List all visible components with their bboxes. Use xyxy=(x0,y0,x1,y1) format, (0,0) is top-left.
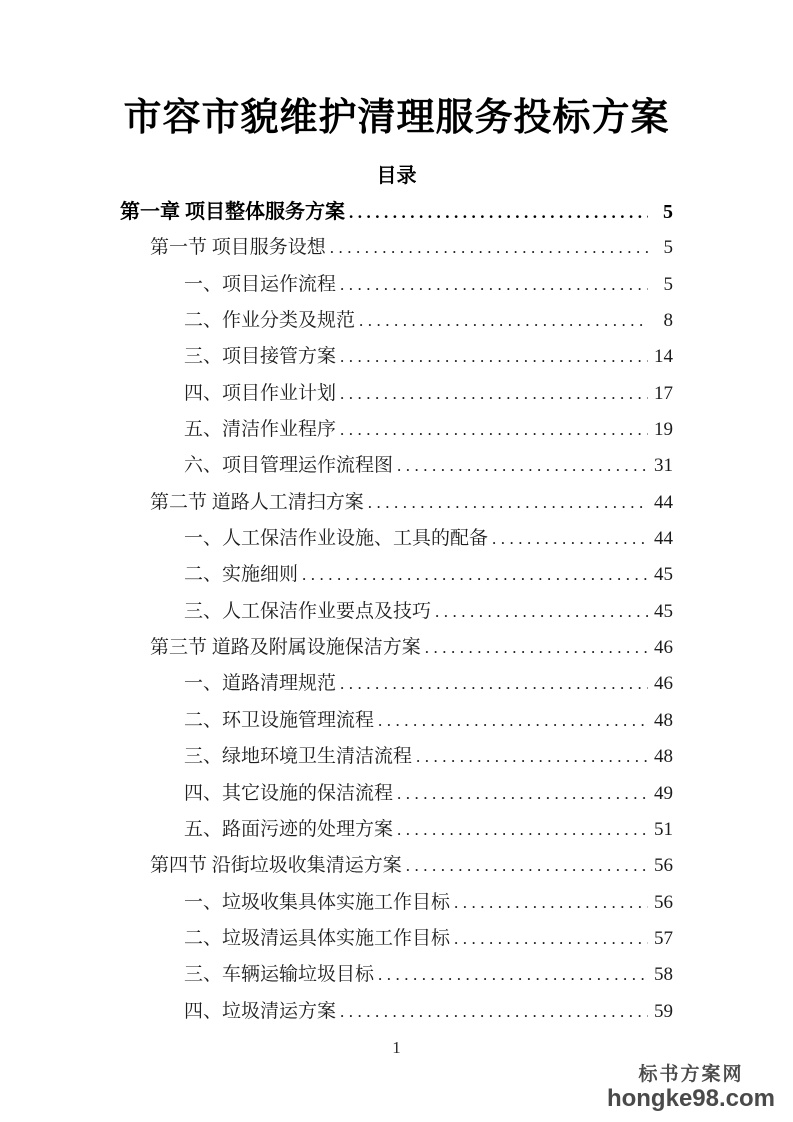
toc-leader-dots xyxy=(454,885,648,921)
toc-entry[interactable] xyxy=(120,230,673,266)
toc-entry-page: 5 xyxy=(663,273,673,295)
toc-entry-label: 三、人工保洁作业要点及技巧 xyxy=(184,600,432,622)
toc-leader-dots xyxy=(340,666,648,702)
toc-entry[interactable] xyxy=(120,448,673,484)
toc-entry[interactable] xyxy=(120,666,673,702)
toc-leader-dots xyxy=(378,703,648,739)
toc-entry-page: 48 xyxy=(654,709,673,731)
toc-leader-dots xyxy=(397,448,648,484)
toc-entry-page: 45 xyxy=(654,564,673,586)
toc-entry-page: 59 xyxy=(654,1000,673,1022)
toc-leader-dots xyxy=(368,485,648,521)
toc-entry[interactable] xyxy=(120,303,673,339)
toc-leader-dots xyxy=(359,303,648,339)
toc-leader-dots xyxy=(397,812,648,848)
table-of-contents xyxy=(120,194,673,1030)
toc-leader-dots xyxy=(340,376,648,412)
toc-entry[interactable] xyxy=(120,703,673,739)
toc-entry-label: 第一节 项目服务设想 xyxy=(150,237,326,259)
toc-entry[interactable] xyxy=(120,957,673,993)
toc-leader-dots xyxy=(416,739,648,775)
toc-entry-label: 第二节 道路人工清扫方案 xyxy=(150,491,364,513)
toc-entry-label: 第三节 道路及附属设施保洁方案 xyxy=(150,637,421,659)
toc-leader-dots xyxy=(340,412,648,448)
toc-entry[interactable] xyxy=(120,594,673,630)
toc-entry[interactable] xyxy=(120,557,673,593)
toc-entry-label: 二、垃圾清运具体实施工作目标 xyxy=(184,927,451,949)
toc-entry[interactable] xyxy=(120,194,673,230)
toc-entry-label: 二、作业分类及规范 xyxy=(184,310,356,332)
toc-entry-label: 一、垃圾收集具体实施工作目标 xyxy=(184,891,451,913)
toc-entry-label: 三、项目接管方案 xyxy=(184,346,337,368)
watermark-site-name: 标书方案网 xyxy=(638,1064,744,1085)
toc-entry[interactable] xyxy=(120,630,673,666)
document-title: 市容市貌维护清理服务投标方案 xyxy=(123,97,670,139)
toc-entry-page: 45 xyxy=(654,600,673,622)
toc-leader-dots xyxy=(454,921,648,957)
toc-entry-page: 44 xyxy=(654,491,673,513)
toc-entry[interactable] xyxy=(120,739,673,775)
toc-entry-label: 三、车辆运输垃圾目标 xyxy=(184,964,375,986)
toc-entry[interactable] xyxy=(120,994,673,1030)
watermark xyxy=(607,1064,775,1111)
toc-entry-label: 二、环卫设施管理流程 xyxy=(184,709,375,731)
toc-entry[interactable] xyxy=(120,339,673,375)
toc-leader-dots xyxy=(397,776,648,812)
toc-entry-page: 48 xyxy=(654,746,673,768)
toc-entry[interactable] xyxy=(120,267,673,303)
toc-leader-dots xyxy=(425,630,648,666)
toc-entry-label: 一、人工保洁作业设施、工具的配备 xyxy=(184,528,489,550)
toc-entry-label: 第四节 沿街垃圾收集清运方案 xyxy=(150,855,402,877)
toc-leader-dots xyxy=(435,594,648,630)
toc-entry[interactable] xyxy=(120,885,673,921)
toc-entry-label: 四、其它设施的保洁流程 xyxy=(184,782,394,804)
toc-entry-page: 57 xyxy=(654,927,673,949)
toc-entry[interactable] xyxy=(120,376,673,412)
toc-entry[interactable] xyxy=(120,921,673,957)
toc-entry-page: 58 xyxy=(654,964,673,986)
toc-entry-page: 5 xyxy=(663,237,673,259)
toc-entry-page: 14 xyxy=(654,346,673,368)
toc-entry-page: 46 xyxy=(654,637,673,659)
toc-entry-page: 19 xyxy=(654,419,673,441)
toc-entry[interactable] xyxy=(120,412,673,448)
toc-entry-label: 第一章 项目整体服务方案 xyxy=(120,201,345,223)
toc-entry-page: 56 xyxy=(654,855,673,877)
toc-leader-dots xyxy=(406,848,648,884)
toc-entry-page: 46 xyxy=(654,673,673,695)
toc-entry[interactable] xyxy=(120,812,673,848)
toc-heading: 目录 xyxy=(376,165,417,187)
toc-leader-dots xyxy=(340,339,648,375)
toc-entry-label: 二、实施细则 xyxy=(184,564,299,586)
toc-entry-label: 五、清洁作业程序 xyxy=(184,419,337,441)
toc-leader-dots xyxy=(378,957,648,993)
toc-entry-page: 49 xyxy=(654,782,673,804)
toc-entry-label: 一、项目运作流程 xyxy=(184,273,337,295)
toc-entry-page: 51 xyxy=(654,818,673,840)
toc-leader-dots xyxy=(330,230,648,266)
toc-entry[interactable] xyxy=(120,776,673,812)
toc-entry-label: 三、绿地环境卫生清洁流程 xyxy=(184,746,413,768)
toc-entry[interactable] xyxy=(120,848,673,884)
toc-entry-label: 五、路面污迹的处理方案 xyxy=(184,818,394,840)
toc-entry-label: 四、项目作业计划 xyxy=(184,382,337,404)
toc-entry-label: 六、项目管理运作流程图 xyxy=(184,455,394,477)
toc-leader-dots xyxy=(302,557,648,593)
page-number: 1 xyxy=(392,1038,401,1057)
toc-entry-label: 四、垃圾清运方案 xyxy=(184,1000,337,1022)
toc-entry-page: 5 xyxy=(663,201,673,223)
toc-entry-page: 44 xyxy=(654,528,673,550)
watermark-site-url: hongke98.com xyxy=(606,1084,775,1112)
toc-entry[interactable] xyxy=(120,485,673,521)
toc-entry[interactable] xyxy=(120,521,673,557)
toc-entry-page: 56 xyxy=(654,891,673,913)
toc-entry-label: 一、道路清理规范 xyxy=(184,673,337,695)
toc-entry-page: 8 xyxy=(663,310,673,332)
toc-entry-page: 31 xyxy=(654,455,673,477)
toc-leader-dots xyxy=(340,267,648,303)
toc-leader-dots xyxy=(349,195,648,231)
toc-leader-dots xyxy=(340,994,648,1030)
toc-leader-dots xyxy=(492,521,648,557)
toc-entry-page: 17 xyxy=(654,382,673,404)
